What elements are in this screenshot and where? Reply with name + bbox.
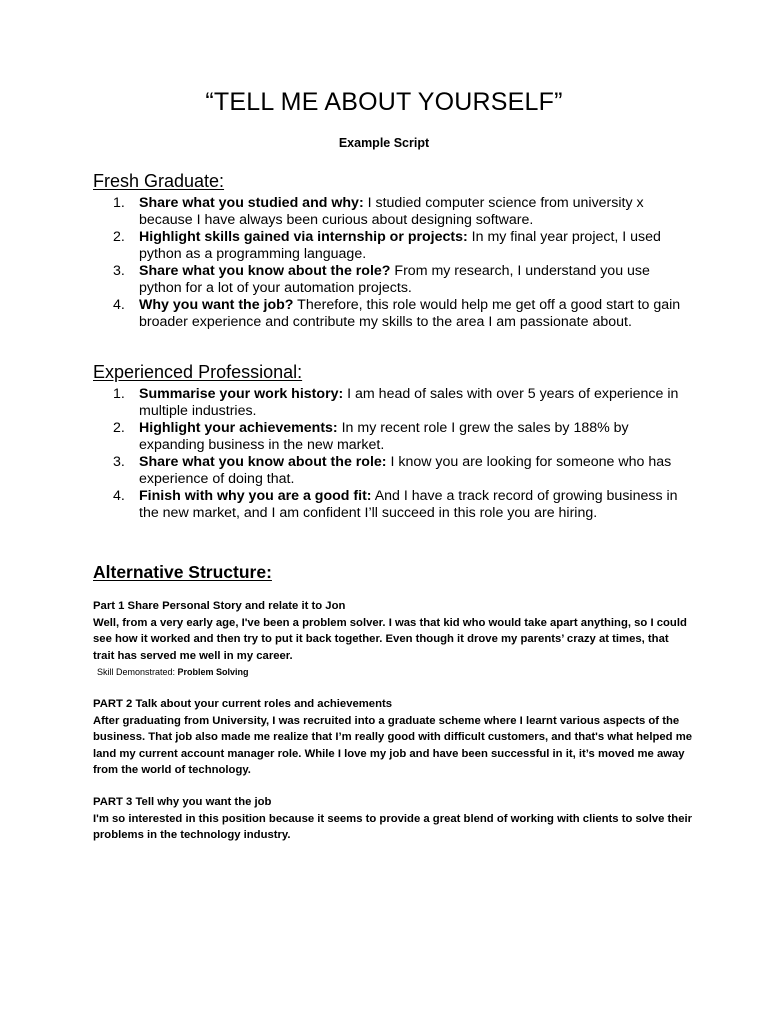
document-subtitle: Example Script <box>338 136 430 150</box>
item-text: I am head of sales with over 5 years of experience in multiple industries. <box>139 386 679 419</box>
item-text: In my recent role I grew the sales by 188% by expanding business in the new market. <box>139 420 629 453</box>
item-lead: Finish with why you are a good fit: <box>139 488 372 504</box>
item-text: And I have a track record of growing business in the new market, and I am confident I’ll succeed in this role you are hiring. <box>139 488 678 521</box>
part-2-heading: PART 2 Talk about your current roles and achievements <box>93 698 393 710</box>
part-3-body: I'm so interested in this position because it seems to provide a great blend of working with clients to solve their problems in the technology industry. <box>93 812 693 842</box>
part-1-section <box>93 598 693 664</box>
part-1-heading: Part 1 Share Personal Story and relate it to Jon <box>93 600 346 612</box>
item-text: I know you are looking for someone who has experience of doing that. <box>139 454 672 487</box>
item-lead: Share what you know about the role: <box>139 454 387 470</box>
skill-value: Problem Solving <box>177 667 249 677</box>
list-item <box>113 229 693 263</box>
skill-demonstrated <box>97 667 249 677</box>
skill-label: Skill Demonstrated: <box>97 667 178 677</box>
item-text: In my final year project, I used python as a programming language. <box>139 229 661 262</box>
item-number: 2. <box>113 229 125 245</box>
experienced-professional-heading: Experienced Professional: <box>93 362 303 382</box>
alternative-structure-heading: Alternative Structure: <box>93 562 272 582</box>
fresh-graduate-list <box>113 195 693 331</box>
document-title: “TELL ME ABOUT YOURSELF” <box>205 88 563 116</box>
item-number: 4. <box>113 297 125 313</box>
item-text: From my research, I understand you use python for a lot of your automation projects. <box>139 263 650 296</box>
list-item <box>113 195 693 229</box>
list-item <box>113 263 693 297</box>
experienced-professional-list <box>113 386 693 522</box>
item-lead: Summarise your work history: <box>139 386 344 402</box>
list-item <box>113 386 693 420</box>
item-number: 4. <box>113 488 125 504</box>
item-lead: Share what you know about the role? <box>139 263 391 279</box>
item-lead: Why you want the job? <box>139 297 294 313</box>
list-item <box>113 420 693 454</box>
part-3-section <box>93 794 693 844</box>
part-3-heading: PART 3 Tell why you want the job <box>93 796 272 808</box>
item-number: 1. <box>113 386 125 402</box>
item-number: 3. <box>113 263 125 279</box>
part-2-body: After graduating from University, I was recruited into a graduate scheme where I learnt various aspects of the business. That job also made me realize that I’m really good with difficult customers, and that's what helped me land my current account manager role. While I love my job and have been successful in it, it’s moved me away from the world of technology. <box>93 714 693 777</box>
item-number: 1. <box>113 195 125 211</box>
item-text: I studied computer science from university x because I have always been curious about designing software. <box>139 195 644 228</box>
fresh-graduate-heading: Fresh Graduate: <box>93 171 225 191</box>
item-number: 2. <box>113 420 125 436</box>
list-item <box>113 297 693 331</box>
list-item <box>113 488 693 522</box>
item-text: Therefore, this role would help me get off a good start to gain broader experience and contribute my skills to the area I am passionate about. <box>139 297 681 330</box>
list-item <box>113 454 693 488</box>
item-number: 3. <box>113 454 125 470</box>
part-2-section <box>93 696 693 779</box>
item-lead: Share what you studied and why: <box>139 195 364 211</box>
item-lead: Highlight your achievements: <box>139 420 338 436</box>
item-lead: Highlight skills gained via internship or projects: <box>139 229 468 245</box>
part-1-body: Well, from a very early age, I've been a problem solver. I was that kid who would take apart anything, so I could see how it worked and then try to put it back together. Even though it drove my parents’ crazy at times, that trait has served me well in my career. <box>93 616 687 662</box>
